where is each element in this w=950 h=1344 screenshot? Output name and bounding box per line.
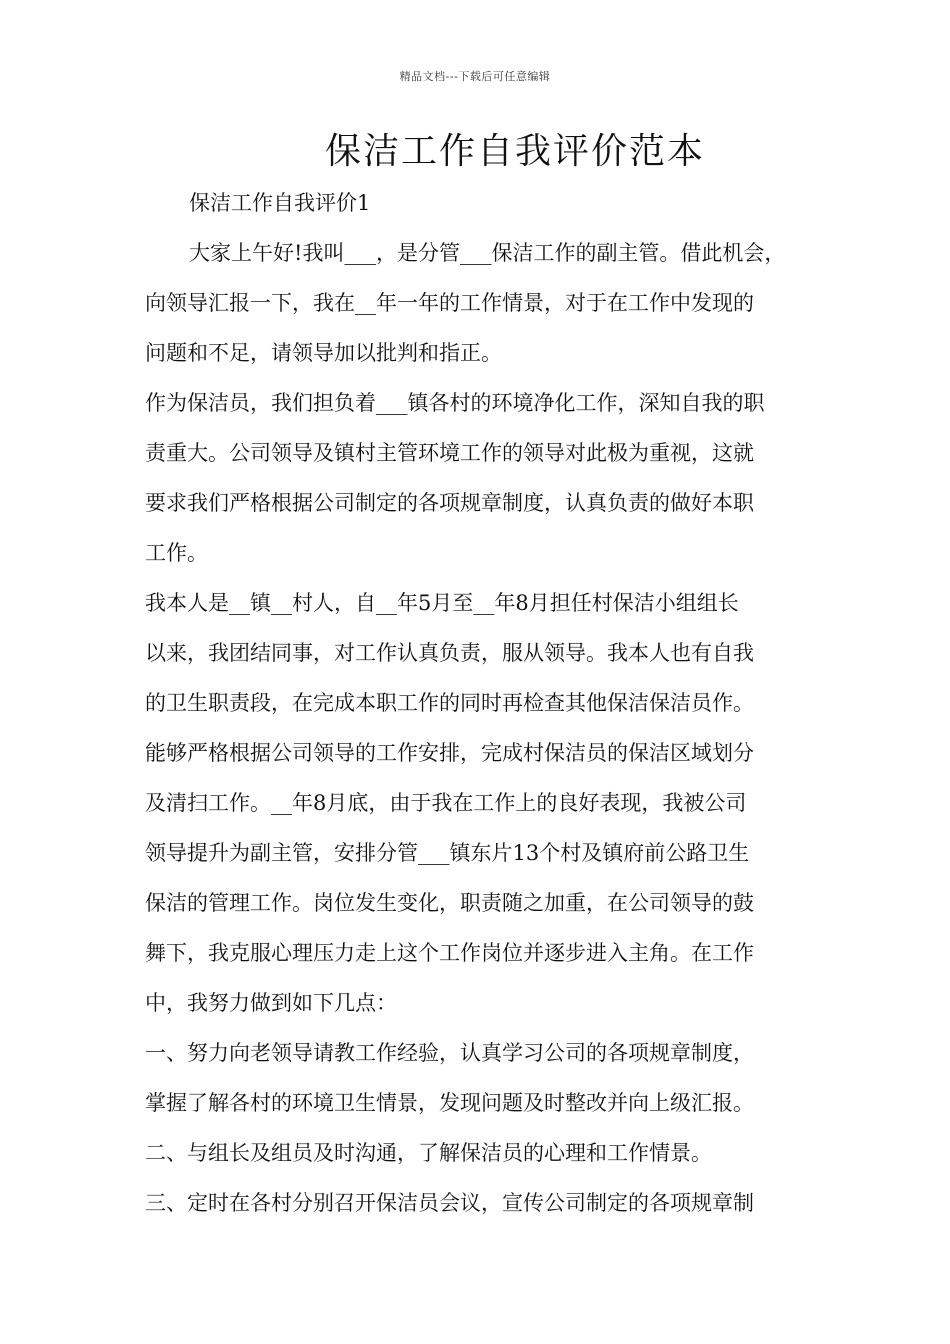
paragraph-line: 掌握了解各村的环境卫生情景，发现问题及时整改并向上级汇报。: [145, 1091, 754, 1115]
paragraph-line: 及清扫工作。__年8月底，由于我在工作上的良好表现，我被公司: [145, 791, 747, 815]
paragraph-line: 中，我努力做到如下几点：: [145, 991, 397, 1015]
paragraph-line: 舞下，我克服心理压力走上这个工作岗位并逐步进入主角。在工作: [145, 941, 754, 965]
paragraph-line: 问题和不足，请领导加以批判和指正。: [145, 341, 502, 365]
paragraph-line: 向领导汇报一下，我在__年一年的工作情景，对于在工作中发现的: [145, 291, 754, 315]
paragraph-line: 工作。: [145, 541, 208, 565]
paragraph-line: 作为保洁员，我们担负着___镇各村的环境净化工作，深知自我的职: [145, 391, 765, 415]
paragraph-line: 三、定时在各村分别召开保洁员会议，宣传公司制定的各项规章制: [145, 1191, 754, 1215]
document-body: [145, 178, 825, 1228]
paragraph-line: 责重大。公司领导及镇村主管环境工作的领导对此极为重视，这就: [145, 441, 754, 465]
subtitle-paragraph: [145, 178, 825, 228]
paragraph-line: 保洁的管理工作。岗位发生变化，职责随之加重，在公司领导的鼓: [145, 891, 754, 915]
paragraph-point-one: [145, 1028, 825, 1128]
paragraph-point-two: [145, 1128, 825, 1178]
paragraph-line: 大家上午好!我叫___，是分管___保洁工作的副主管。借此机会，: [189, 241, 786, 265]
header-note: 精品文档---下载后可任意编辑: [399, 70, 551, 83]
paragraph-line: 要求我们严格根据公司制定的各项规章制度，认真负责的做好本职: [145, 491, 754, 515]
document-title: 保洁工作自我评价范本: [324, 131, 705, 172]
paragraph-line: 一、努力向老领导请教工作经验，认真学习公司的各项规章制度，: [145, 1041, 754, 1065]
paragraph-duty: [145, 378, 825, 578]
paragraph-line: 能够严格根据公司领导的工作安排，完成村保洁员的保洁区域划分: [145, 741, 754, 765]
paragraph-line: 的卫生职责段，在完成本职工作的同时再检查其他保洁保洁员作。: [145, 691, 754, 715]
paragraph-background: [145, 578, 825, 1028]
paragraph-line: 我本人是__镇__村人，自__年5月至__年8月担任村保洁小组组长: [145, 591, 739, 615]
paragraph-line: 以来，我团结同事，对工作认真负责，服从领导。我本人也有自我: [145, 641, 754, 665]
paragraph-greeting: [145, 228, 825, 378]
paragraph-line: 二、与组长及组员及时沟通，了解保洁员的心理和工作情景。: [145, 1141, 712, 1165]
subtitle-line: 保洁工作自我评价1: [189, 191, 371, 215]
paragraph-line: 领导提升为副主管，安排分管___镇东片13个村及镇府前公路卫生: [145, 841, 750, 865]
paragraph-point-three: [145, 1178, 825, 1228]
